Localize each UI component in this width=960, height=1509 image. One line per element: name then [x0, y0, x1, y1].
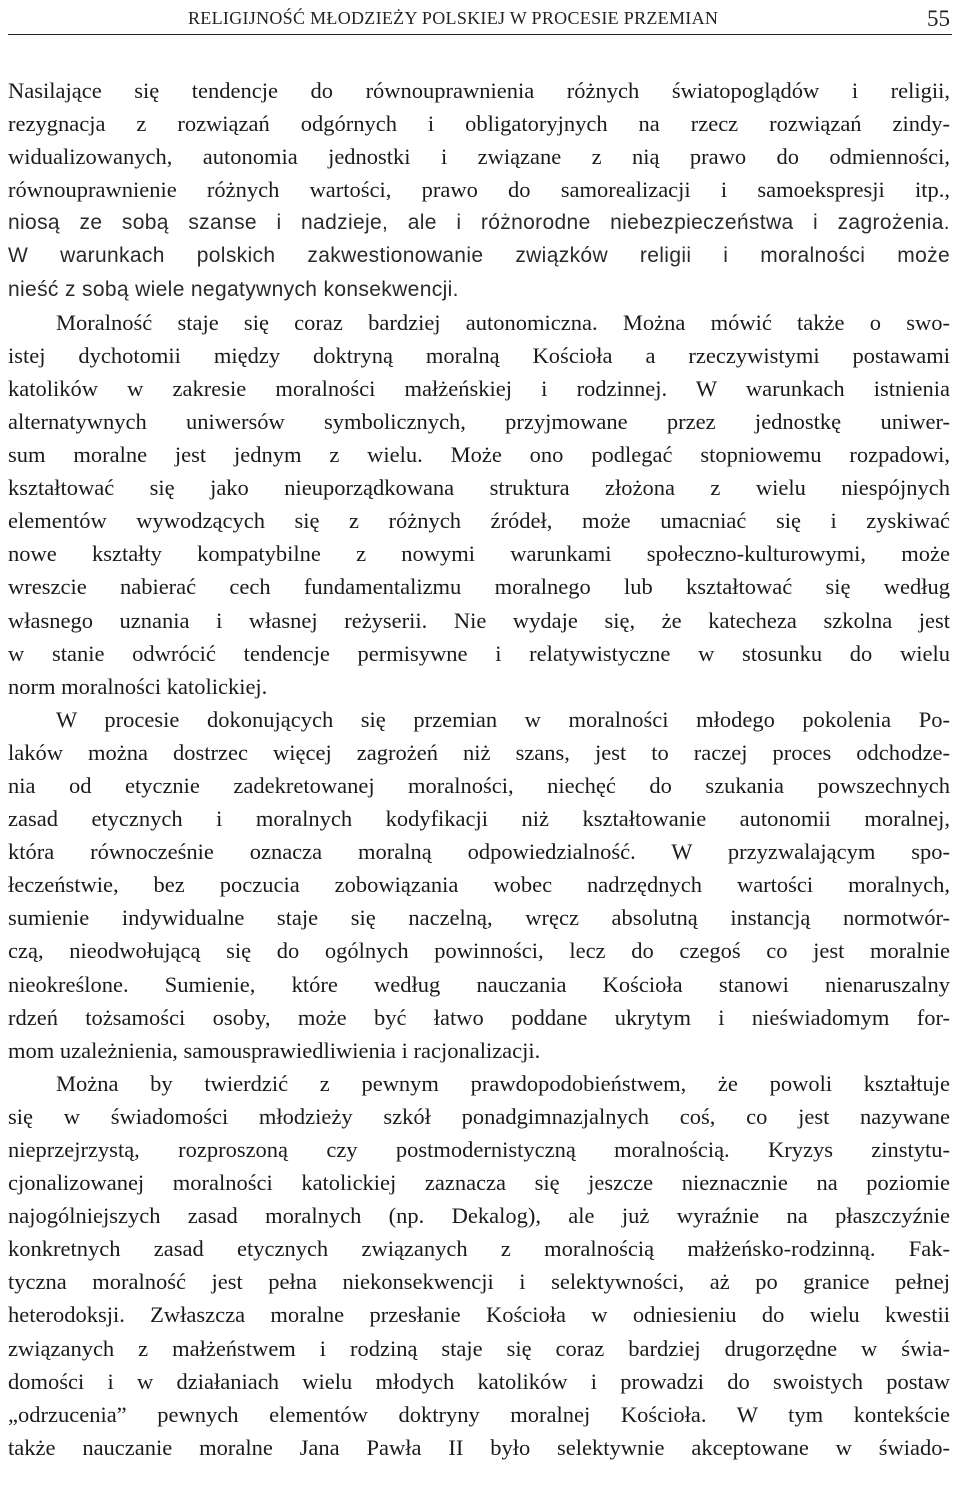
text-line: norm moralności katolickiej.	[8, 673, 268, 699]
text-line: najogólniejszych zasad moralnych (np. Dekalog), ale już wyraźnie na płaszczyźnie	[8, 1203, 950, 1229]
page-number: 55	[927, 6, 950, 31]
text-line: Można by twierdzić z pewnym prawdopodobieństwem, że powoli kształtuje	[56, 1070, 950, 1096]
text-line: rdzeń tożsamości osoby, może być łatwo poddane ukrytym i nieświadomym for-	[8, 1004, 950, 1030]
paragraph-2	[8, 306, 950, 703]
text-line: kształtować się jako nieuporządkowana struktura złożona z wielu niespójnych	[8, 475, 950, 501]
text-line: heterodoksji. Zwłaszcza moralne przesłanie Kościoła w odniesieniu do wielu kwestii	[8, 1302, 950, 1328]
text-line: zasad etycznych i moralnych kodyfikacji niż kształtowanie autonomii moralnej,	[8, 806, 950, 832]
text-line: własnego uznania i własnej reżyserii. Nie wydaje się, że katecheza szkolna jest	[8, 607, 950, 633]
text-line: wreszcie nabierać cech fundamentalizmu moralnego lub kształtować się według	[8, 574, 950, 600]
text-line: nia od etycznie zadekretowanej moralności, niechęć do szukania powszechnych	[8, 772, 950, 798]
text-line: alternatywnych uniwersów symbolicznych, przyjmowane przez jednostkę uniwer-	[8, 408, 950, 434]
paragraph-4	[8, 1067, 950, 1464]
text-line: się w świadomości młodzieży szkół ponadgimnazjalnych coś, co jest nazywane	[8, 1103, 950, 1129]
text-line: laków można dostrzec więcej zagrożeń niż szans, jest to raczej proces odchodze-	[8, 739, 950, 765]
text-line: sumienie indywidualne staje się naczelną, wręcz absolutną instancją normotwór-	[8, 905, 950, 931]
text-line: także nauczanie moralne Jana Pawła II było selektywnie akceptowane w świado-	[8, 1434, 950, 1460]
text-line: „odrzucenia” pewnych elementów doktryny moralnej Kościoła. W tym kontekście	[8, 1401, 950, 1427]
text-line: katolików w zakresie moralności małżeńskiej i rodzinnej. W warunkach istnienia	[8, 375, 950, 401]
text-line: nowe kształty kompatybilne z nowymi warunkami społeczno-kulturowymi, może	[8, 541, 950, 567]
text-line: rezygnacja z rozwiązań odgórnych i obligatoryjnych na rzecz rozwiązań zindy-	[8, 111, 950, 137]
paragraph-3	[8, 703, 950, 1067]
text-line: Moralność staje się coraz bardziej autonomiczna. Można mówić także o swo-	[56, 309, 950, 335]
text-line: tyczna moralność jest pełna niekonsekwencji i selektywności, aż po granice pełnej	[8, 1269, 950, 1295]
text-line: W warunkach polskich zakwestionowanie związków religii i moralności może	[8, 244, 950, 268]
text-line: związanych z małżeństwem i rodziną staje się coraz bardziej drugorzędne w świa-	[8, 1335, 950, 1361]
body-text	[8, 74, 950, 1464]
text-line: łeczeństwie, bez poczucia zobowiązania wobec nadrzędnych wartości moralnych,	[8, 872, 950, 898]
running-header	[8, 4, 952, 35]
text-line: W procesie dokonujących się przemian w moralności młodego pokolenia Po-	[56, 706, 950, 732]
paragraph-1	[8, 74, 950, 306]
running-title: RELIGIJNOŚĆ MŁODZIEŻY POLSKIEJ W PROCESIE PRZEMIAN	[188, 8, 719, 28]
text-line: nieokreślone. Sumienie, które według nauczania Kościoła stanowi nienaruszalny	[8, 971, 950, 997]
text-line: niosą ze sobą szanse i nadzieje, ale i różnorodne niebezpieczeństwa i zagrożenia.	[8, 211, 950, 235]
text-line: mom uzależnienia, samousprawiedliwienia i racjonalizacji.	[8, 1037, 541, 1063]
text-line: sum moralne jest jednym z wielu. Może ono podlegać stopniowemu rozpadowi,	[8, 442, 950, 468]
text-line: w stanie odwrócić tendencje permisywne i relatywistyczne w stosunku do wielu	[8, 640, 950, 666]
text-line: równouprawnienie różnych wartości, prawo do samorealizacji i samoekspresji itp.,	[8, 177, 950, 203]
text-line: elementów wywodzących się z różnych źródeł, może umacniać się i zyskiwać	[8, 508, 950, 534]
text-line: która równocześnie oznacza moralną odpowiedzialność. W przyzwalającym spo-	[8, 839, 950, 865]
text-line: istej dychotomii między doktryną moralną Kościoła a rzeczywistymi postawami	[8, 342, 950, 368]
text-line: czą, nieodwołującą się do ogólnych powinności, lecz do czegoś co jest moralnie	[8, 938, 950, 964]
text-line: domości i w działaniach wielu młodych katolików i prowadzi do swoistych postaw	[8, 1368, 950, 1394]
text-line: cjonalizowanej moralności katolickiej zaznacza się jeszcze nieznacznie na poziomie	[8, 1170, 950, 1196]
text-line: nieprzejrzystą, rozproszoną czy postmodernistyczną moralnością. Kryzys zinstytu-	[8, 1137, 950, 1162]
text-line: konkretnych zasad etycznych związanych z moralnością małżeńsko-rodzinną. Fak-	[8, 1236, 950, 1262]
text-line: Nasilające się tendencje do równouprawnienia różnych światopoglądów i religii,	[8, 78, 950, 103]
text-line: widualizowanych, autonomia jednostki i związane z nią prawo do odmienności,	[8, 144, 950, 170]
text-line: nieść z sobą wiele negatywnych konsekwencji.	[8, 277, 459, 301]
